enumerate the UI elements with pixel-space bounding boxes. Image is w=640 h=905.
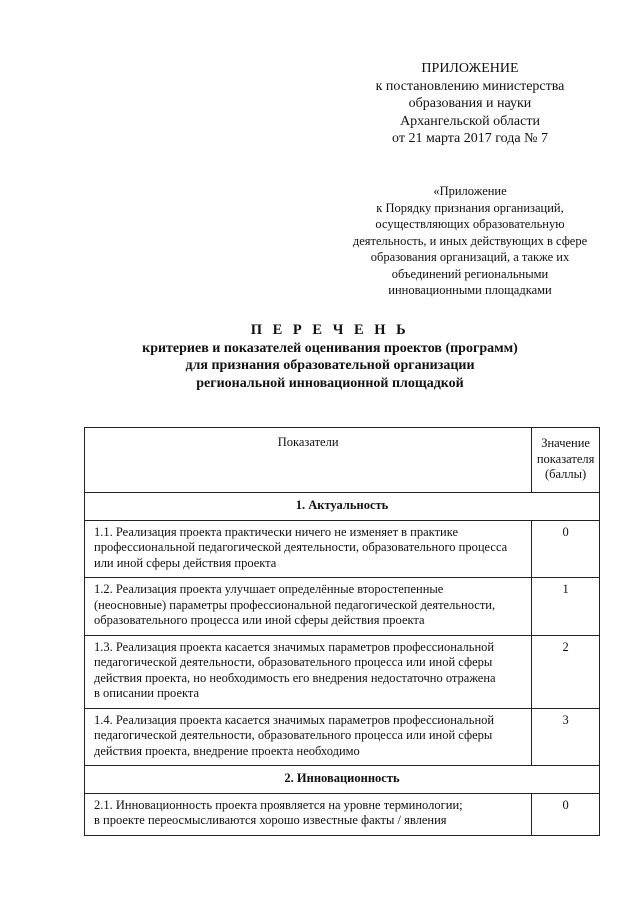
indicator-line: действия проекта, внедрение проекта необходимо xyxy=(94,743,360,758)
sub-appendix-line: объединений региональными xyxy=(391,266,549,281)
sub-appendix-line: к Порядку признания организаций, xyxy=(376,200,564,215)
indicator-line: 1.4. Реализация проекта касается значимых параметров профессиональной xyxy=(94,712,495,727)
indicator-text xyxy=(85,708,532,766)
indicator-text xyxy=(85,520,532,578)
indicator-line: профессиональной педагогической деятельности, образовательного процесса xyxy=(94,540,508,554)
appendix-line: к постановлению министерства xyxy=(375,78,565,94)
section-title: 1. Актуальность xyxy=(85,493,600,521)
header-indicators: Показатели xyxy=(85,428,532,493)
table-row xyxy=(85,578,600,636)
header-value xyxy=(532,428,600,493)
table-row xyxy=(85,708,600,766)
table-header-row xyxy=(85,428,600,493)
indicator-value: 0 xyxy=(532,793,600,835)
criteria-table xyxy=(84,427,600,836)
title-line: для признания образовательной организации xyxy=(185,358,475,373)
sub-appendix-block xyxy=(330,183,610,299)
indicator-value: 1 xyxy=(532,578,600,636)
section-row xyxy=(85,766,600,794)
indicator-line: (неосновные) параметры профессиональной педагогической деятельности, xyxy=(94,597,496,612)
title-line: региональной инновационной площадкой xyxy=(196,375,464,391)
indicator-value: 3 xyxy=(532,708,600,766)
indicator-line: в проекте переосмысливаются хорошо известные факты / явления xyxy=(94,813,447,827)
document-title xyxy=(70,322,590,392)
table-row xyxy=(85,635,600,708)
indicator-text xyxy=(85,578,532,636)
title-heading: П Е Р Е Ч Е Н Ь xyxy=(250,322,410,338)
section-title: 2. Инновационность xyxy=(85,766,600,794)
indicator-line: 1.3. Реализация проекта касается значимых параметров профессиональной xyxy=(94,639,495,654)
sub-appendix-line: деятельность, и иных действующих в сфере xyxy=(352,233,588,248)
sub-appendix-line: образования организаций, а также их xyxy=(370,250,570,264)
sub-appendix-line: инновационными площадками xyxy=(388,283,552,297)
indicator-text xyxy=(85,793,532,835)
indicator-line: 2.1. Инновационность проекта проявляется на уровне терминологии; xyxy=(94,797,463,812)
title-line: критериев и показателей оценивания проектов (программ) xyxy=(142,340,518,356)
indicator-line: 1.2. Реализация проекта улучшает определённые второстепенные xyxy=(94,582,444,596)
indicator-value: 0 xyxy=(532,520,600,578)
appendix-line: образования и науки xyxy=(408,96,532,111)
indicator-line: в описании проекта xyxy=(94,686,200,700)
indicator-line: педагогической деятельности, образовательного процесса или иной сферы xyxy=(94,728,493,742)
appendix-line: Архангельской области xyxy=(400,113,540,129)
table-row xyxy=(85,793,600,835)
indicator-text xyxy=(85,635,532,708)
sub-appendix-line: осуществляющих образовательную xyxy=(375,217,565,231)
indicator-line: образовательного процесса или иной сферы действия проекта xyxy=(94,613,425,627)
indicator-value: 2 xyxy=(532,635,600,708)
indicator-line: 1.1. Реализация проекта практически ничего не изменяет в практике xyxy=(94,524,459,539)
sub-appendix-line: «Приложение xyxy=(433,184,507,198)
section-row xyxy=(85,493,600,521)
header-value-line: Значение xyxy=(541,436,590,450)
table-row xyxy=(85,520,600,578)
header-value-line: (баллы) xyxy=(545,467,587,481)
header-value-line: показателя xyxy=(536,451,595,466)
indicator-line: или иной сферы действия проекта xyxy=(94,555,277,570)
indicator-line: педагогической деятельности, образовательного процесса или иной сферы xyxy=(94,655,493,669)
appendix-block xyxy=(340,60,600,148)
appendix-date-line: от 21 марта 2017 года № 7 xyxy=(392,131,548,146)
indicator-line: действия проекта, но необходимость его внедрения недостаточно отражена xyxy=(94,670,496,685)
appendix-label: ПРИЛОЖЕНИЕ xyxy=(421,61,519,76)
